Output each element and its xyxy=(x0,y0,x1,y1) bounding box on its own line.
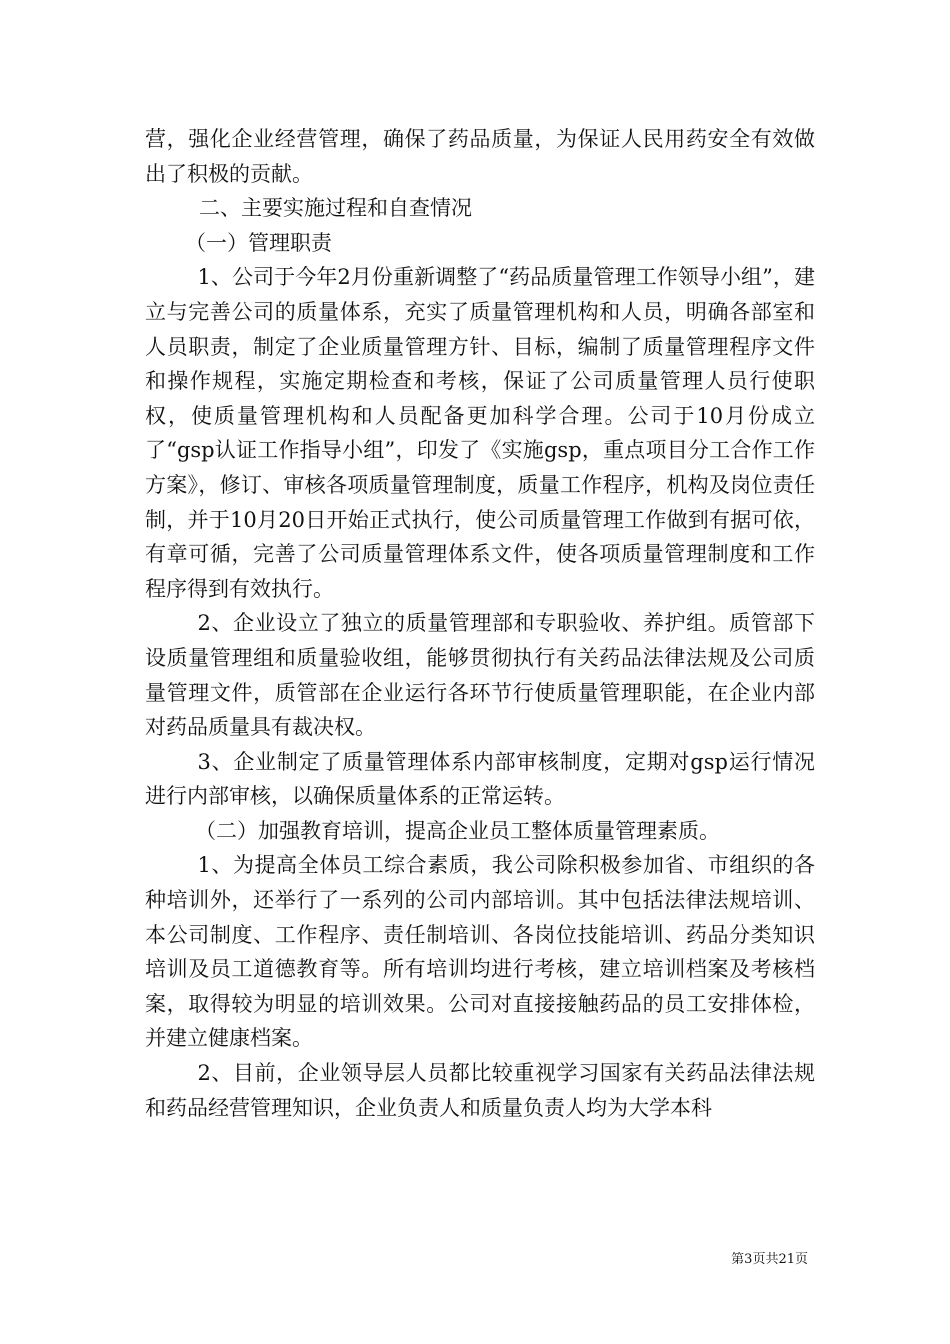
subsection-heading-training: （二）加强教育培训，提高企业员工整体质量管理素质。 xyxy=(195,818,720,843)
document-body xyxy=(145,122,815,1125)
page-number-footer: 第3页共21页 xyxy=(731,1252,808,1267)
section-heading-main-process: 二、主要实施过程和自查情况 xyxy=(199,196,472,221)
paragraph-item-3: 3、企业制定了质量管理体系内部审核制度，定期对gsp运行情况进行内部审核，以确保质量体系的正常运转。 xyxy=(145,749,815,809)
paragraph-training-item-1: 1、为提高全体员工综合素质，我公司除积极参加省、市组织的各种培训外，还举行了一系列的公司内部培训。其中包括法律法规培训、本公司制度、工作程序、责任制培训、各岗位技能培训、药品分类知识培训及员工道德教育等。所有培训均进行考核，建立培训档案及考核档案，取得较为明显的培训效果。公司对直接接触药品的员工安排体检，并建立健康档案。 xyxy=(145,853,815,1051)
paragraph-item-1: 1、公司于今年2月份重新调整了“药品质量管理工作领导小组”，建立与完善公司的质量体系，充实了质量管理机构和人员，明确各部室和人员职责，制定了企业质量管理方针、目标，编制了质量管理程序文件和操作规程，实施定期检查和考核，保证了公司质量管理人员行使职权，使质量管理机构和人员配备更加科学合理。公司于10月份成立了“gsp认证工作指导小组”，印发了《实施gsp，重点项目分工合作工作方案》，修订、审核各项质量管理制度，质量工作程序，机构及岗位责任制，并于10月20日开始正式执行，使公司质量管理工作做到有据可依，有章可循，完善了公司质量管理体系文件，使各项质量管理制度和工作程序得到有效执行。 xyxy=(145,265,815,601)
subsection-heading-management-duties: （一）管理职责 xyxy=(185,230,332,255)
paragraph-training-item-2: 2、目前，企业领导层人员都比较重视学习国家有关药品法律法规和药品经营管理知识，企业负责人和质量负责人均为大学本科 xyxy=(145,1061,815,1120)
paragraph-item-2: 2、企业设立了独立的质量管理部和专职验收、养护组。质管部下设质量管理组和质量验收组，能够贯彻执行有关药品法律法规及公司质量管理文件，质管部在企业运行各环节行使质量管理职能，在企业内部对药品质量具有裁决权。 xyxy=(145,611,815,740)
paragraph-continuation: 营，强化企业经营管理，确保了药品质量，为保证人民用药安全有效做出了积极的贡献。 xyxy=(145,127,815,186)
